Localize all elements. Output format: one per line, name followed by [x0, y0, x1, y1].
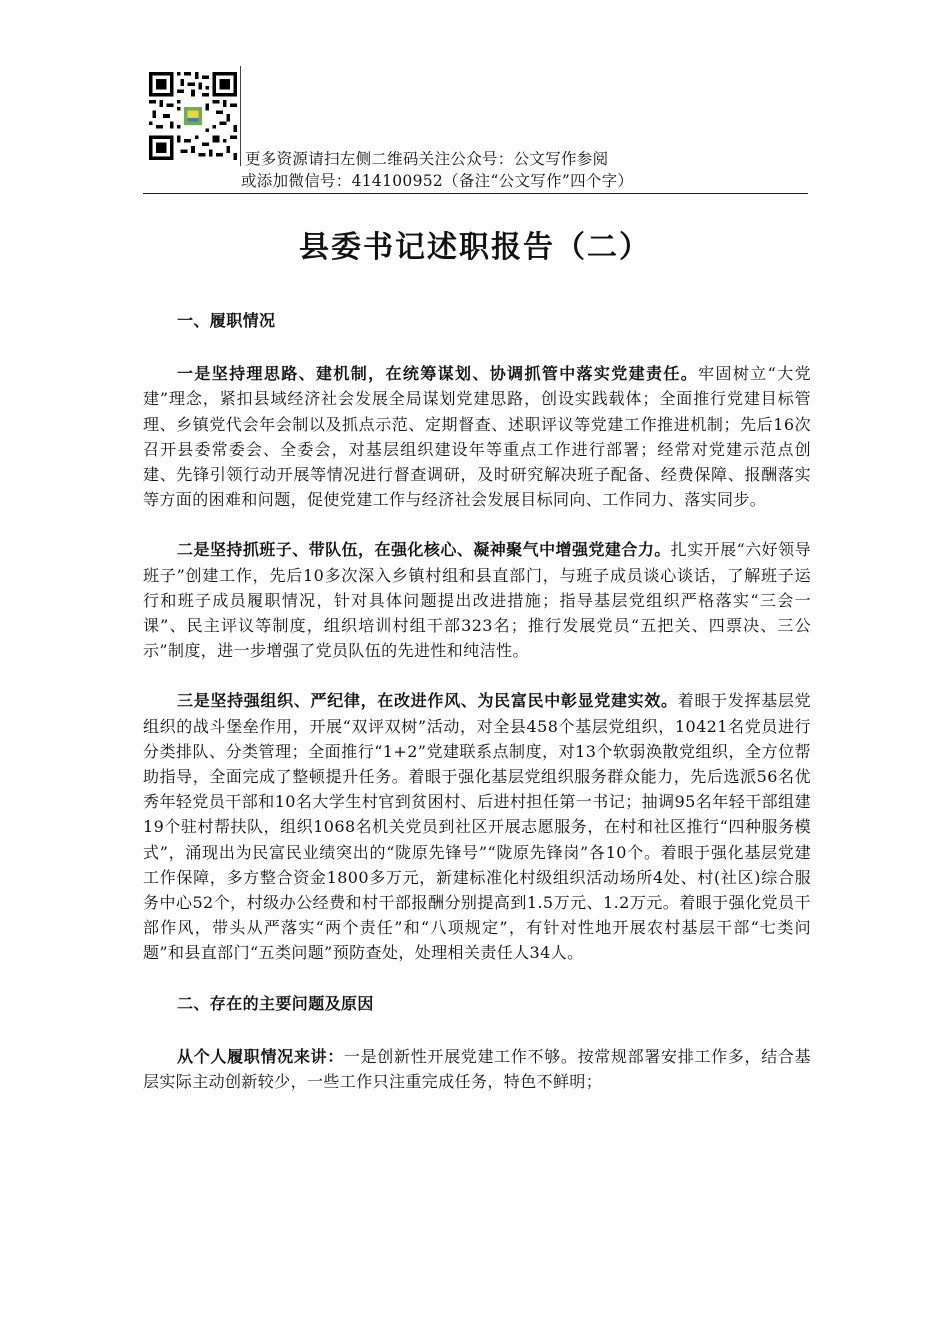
section-heading: 二、存在的主要问题及原因 [177, 993, 374, 1013]
paragraph-lead: 一是坚持理思路、建机制，在统筹谋划、协调抓管中落实党建责任。 [177, 364, 699, 384]
header-divider-vertical [240, 66, 241, 166]
paragraph-lead: 从个人履职情况来讲： [177, 1046, 344, 1066]
paragraph-text: 牢固树立“大党建”理念，紧扣县域经济社会发展全局谋划党建思路，创设实践载体；全面推行党建目标管理、乡镇党代会年会制以及抓点示范、定期督查、述职评议等党建工作推进机制；先后16次召开县委常委会、全委会，对基层组织建设年等重点工作进行部署；经常对党建示范点创建、先锋引领行动开展等情况进行督查调研，及时研究解决班子配备、经费保障、报酬落实等方面的困难和问题，促使党建工作与经济社会发展目标同向、工作同力、落实同步。 [143, 364, 811, 510]
header-promo-line1: 更多资源请扫左侧二维码关注公众号：公文写作参阅 [245, 150, 609, 168]
header-promo-line2: 或添加微信号：414100952（备注“公文写作”四个字） [241, 172, 634, 190]
paragraph-text: 扎实开展“六好领导班子”创建工作，先后10多次深入乡镇村组和县直部门，与班子成员谈心谈话，了解班子运行和班子成员履职情况，针对具体问题提出改进措施；指导基层党组织严格落实“三会一课”、民主评议等制度，组织培训村组干部323名；推行发展党员“五把关、四票决、三公示”制度，进一步增强了党员队伍的先进性和纯洁性。 [143, 540, 811, 661]
paragraph-text: 一是创新性开展党建工作不够。按常规部署安排工作多，结合基层实际主动创新较少，一些工作只注重完成任务，特色不鲜明； [143, 1046, 811, 1092]
qr-code-icon [149, 72, 237, 160]
paragraph [143, 537, 811, 663]
paragraph [143, 688, 811, 965]
document-title: 县委书记述职报告（二） [299, 230, 651, 265]
header-divider-horizontal [143, 193, 808, 194]
paragraph [143, 1044, 811, 1094]
paragraph-lead: 三是坚持强组织、严纪律，在改进作风、为民富民中彰显党建实效。 [177, 691, 678, 711]
document-body [143, 308, 811, 1119]
paragraph-lead: 二是坚持抓班子、带队伍，在强化核心、凝神聚气中增强党建合力。 [177, 540, 671, 560]
page-header [143, 66, 808, 194]
paragraph-text: 着眼于发挥基层党组织的战斗堡垒作用，开展“双评双树”活动，对全县458个基层党组织，10421名党员进行分类排队、分类管理；全面推行“1+2”党建联系点制度，对13个软弱涣散党组织，全方位帮助指导，全面完成了整顿提升任务。着眼于强化基层党组织服务群众能力，先后选派56名优秀年轻党员干部和10名大学生村官到贫困村、后进村担任第一书记；抽调95名年轻干部组建19个驻村帮扶队，组织1068名机关党员到社区开展志愿服务，在村和社区推行“四种服务模式”，涌现出为民富民业绩突出的“陇原先锋号”“陇原先锋岗”各10个。着眼于强化基层党建工作保障，多方整合资金1800多万元，新建标准化村级组织活动场所4处、村(社区)综合服务中心52个，村级办公经费和村干部报酬分别提高到1.5万元、1.2万元。着眼于强化党员干部作风，带头从严落实“两个责任”和“八项规定”，有针对性地开展农村基层干部“七类问题”和县直部门“五类问题”预防查处，处理相关责任人34人。 [143, 691, 811, 963]
paragraph [143, 361, 811, 512]
section-heading: 一、履职情况 [177, 311, 276, 330]
